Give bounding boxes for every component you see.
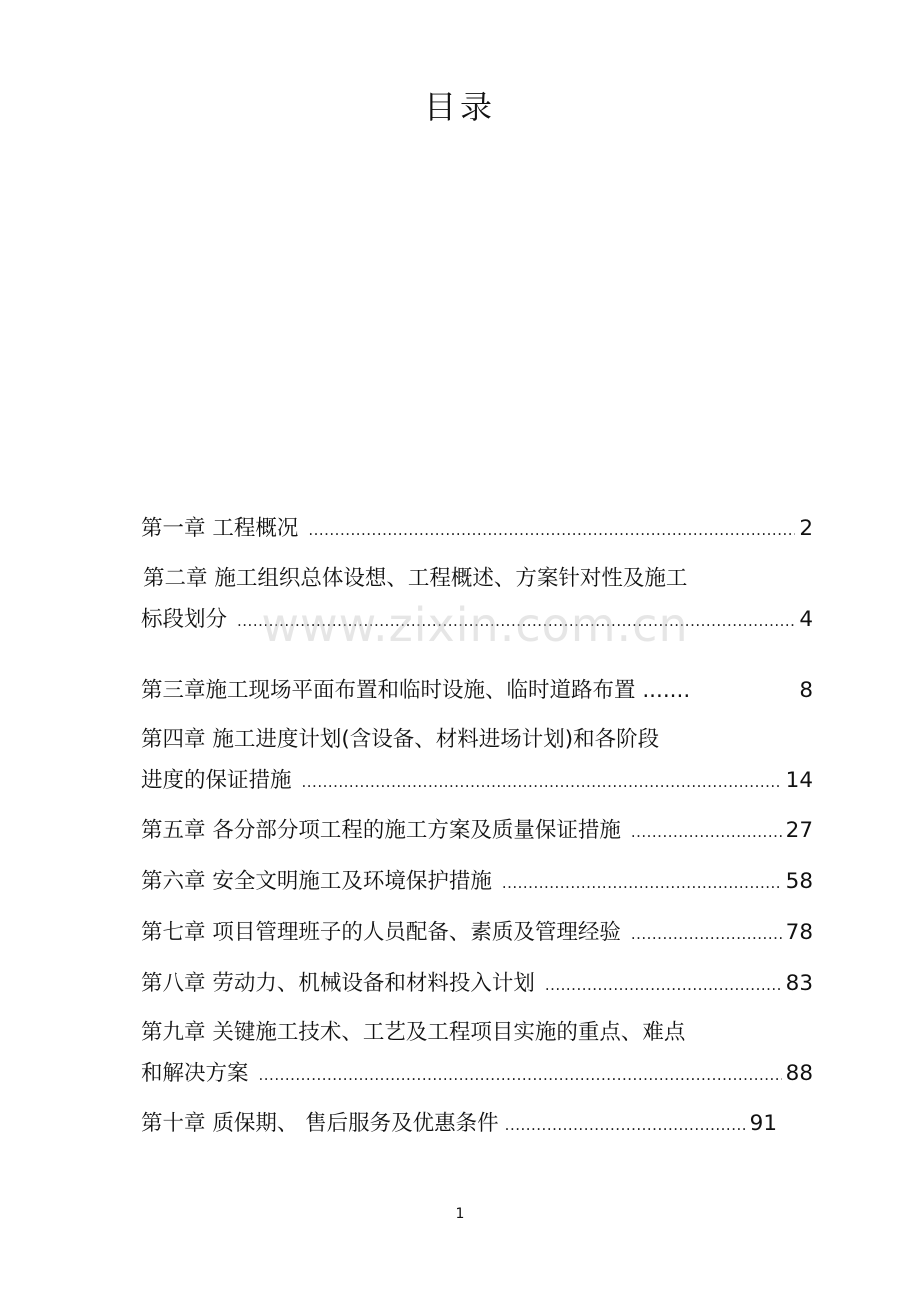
- toc-leader-dots: [545, 970, 782, 1000]
- toc-entry-3[interactable]: [141, 676, 813, 706]
- toc-entry-2-line2[interactable]: [141, 605, 813, 635]
- toc-leader-dots: [631, 817, 782, 847]
- toc-entry-4-line1[interactable]: [141, 725, 659, 755]
- toc-leader-dots: [502, 868, 782, 898]
- toc-entry-page: 8: [799, 678, 813, 703]
- toc-entry-title: 第七章 项目管理班子的人员配备、素质及管理经验: [141, 920, 621, 945]
- toc-entry-2-line1[interactable]: [143, 564, 687, 594]
- toc-entry-5[interactable]: [141, 816, 813, 846]
- toc-entry-title-continued: 标段划分: [141, 607, 228, 632]
- toc-entry-title-continued: 和解决方案: [141, 1061, 249, 1086]
- toc-entry-7[interactable]: [141, 918, 813, 948]
- toc-entry-9-line1[interactable]: [141, 1018, 685, 1048]
- toc-entry-4-line2[interactable]: [141, 766, 813, 796]
- toc-entry-page: 78: [785, 920, 813, 945]
- toc-title: 目录: [423, 88, 496, 126]
- toc-entry-title: 第二章 施工组织总体设想、工程概述、方案针对性及施工: [143, 566, 688, 591]
- toc-entry-9-line2[interactable]: [141, 1059, 813, 1089]
- toc-entry-6[interactable]: [141, 867, 813, 897]
- toc-entry-title-continued: 进度的保证措施: [141, 768, 292, 793]
- toc-entry-page: 2: [799, 516, 813, 541]
- toc-leader-dots: [237, 606, 795, 636]
- toc-entry-title: 第三章施工现场平面布置和临时设施、临时道路布置 .......: [141, 678, 691, 703]
- toc-entry-10[interactable]: [141, 1109, 777, 1139]
- toc-leader-dots: [631, 919, 782, 949]
- toc-entry-title: 第六章 安全文明施工及环境保护措施: [141, 869, 492, 894]
- toc-entry-page: 27: [785, 818, 813, 843]
- toc-entry-page: 83: [785, 971, 813, 996]
- toc-entry-title: 第八章 劳动力、机械设备和材料投入计划: [141, 971, 535, 996]
- toc-entry-page: 4: [799, 607, 813, 632]
- page-number: 1: [455, 1206, 465, 1222]
- toc-entry-title: 第九章 关键施工技术、工艺及工程项目实施的重点、难点: [141, 1020, 686, 1045]
- toc-entry-title: 第四章 施工进度计划(含设备、材料进场计划)和各阶段: [141, 727, 660, 752]
- toc-entry-page: 14: [785, 768, 813, 793]
- toc-leader-dots: [259, 1060, 782, 1090]
- toc-entry-1[interactable]: [141, 514, 813, 544]
- toc-entry-title: 第十章 质保期、 售后服务及优惠条件: [141, 1111, 499, 1136]
- toc-leader-dots: [505, 1110, 748, 1140]
- watermark: www.zixin.com.cn: [261, 598, 689, 652]
- toc-leader-dots: [308, 515, 795, 545]
- toc-entry-title: 第一章 工程概况: [141, 516, 299, 541]
- toc-leader-dots: [302, 767, 782, 797]
- toc-entry-8[interactable]: [141, 969, 813, 999]
- toc-entry-page: 91: [749, 1111, 777, 1136]
- toc-entry-title: 第五章 各分部分项工程的施工方案及质量保证措施: [141, 818, 621, 843]
- toc-entry-page: 88: [785, 1061, 813, 1086]
- toc-entry-page: 58: [785, 869, 813, 894]
